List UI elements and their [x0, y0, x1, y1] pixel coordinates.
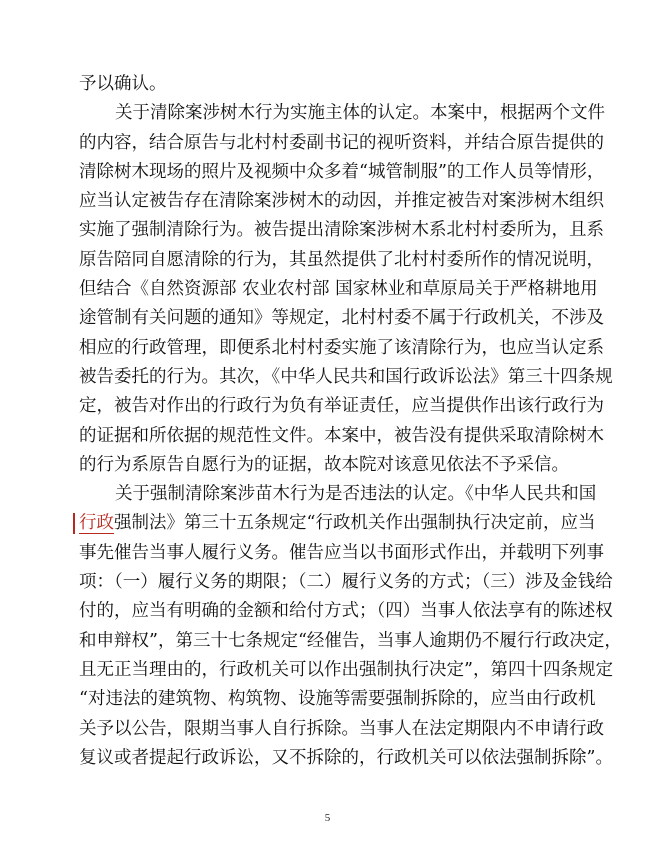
text-line: 且无正当理由的，行政机关可以作出强制执行决定”，第四十四条规定: [79, 659, 613, 680]
text-line: 清除树木现场的照片及视频中众多着“城管制服”的工作人员等情形，: [79, 161, 605, 182]
text-line: 事先催告当事人履行义务。催告应当以书面形式作出，并载明下列事: [79, 542, 604, 563]
text-line: 定，被告对作出的行政行为负有举证责任，应当提供作出该行政行为: [79, 396, 604, 417]
text-line: 途管制有关问题的通知》等规定，北村村委不属于行政机关，不涉及: [79, 308, 604, 329]
text-line: 关于清除案涉树木行为实施主体的认定。本案中，根据两个文件: [115, 103, 605, 124]
text-line-with-mark: [79, 509, 596, 538]
text-line: 项：（一）履行义务的期限；（二）履行义务的方式；（三）涉及金钱给: [79, 572, 613, 593]
text-line: 予以确认。: [79, 74, 167, 94]
text-line: 关于强制清除案涉苗木行为是否违法的认定。《中华人民共和国: [115, 484, 597, 505]
text-line: 关予以公告，限期当事人自行拆除。当事人在法定期限内不申请行政: [79, 718, 604, 739]
text-line: 的内容，结合原告与北村村委副书记的视听资料，并结合原告提供的: [79, 132, 604, 153]
body-text: [79, 70, 622, 773]
text-line: 付的，应当有明确的金额和给付方式；（四）当事人依法享有的陈述权: [79, 601, 613, 622]
text-line: 的行为系原告自愿行为的证据，故本院对该意见依法不予采信。: [79, 454, 569, 475]
text-line: 被告委托的行为。其次，《中华人民共和国行政诉讼法》第三十四条规: [79, 366, 613, 387]
text-line: 的证据和所依据的规范性文件。本案中，被告没有提供采取清除树木: [79, 425, 604, 446]
text-line: 和申辩权”，第三十七条规定“经催告，当事人逾期仍不履行行政决定，: [79, 630, 622, 651]
text-line: “对违法的建筑物、构筑物、设施等需要强制拆除的，应当由行政机: [79, 689, 596, 710]
text-line-rest: 强制法》第三十五条规定“行政机关作出强制执行决定前，应当: [114, 513, 596, 534]
text-line: 实施了强制清除行为。被告提出清除案涉树木系北村村委所为，且系: [79, 220, 604, 241]
text-line: 相应的行政管理，即便系北村村委实施了该清除行为，也应当认定系: [79, 337, 604, 358]
text-line: 原告陪同自愿清除的行为，其虽然提供了北村村委所作的情况说明，: [79, 249, 604, 270]
highlighted-word: 行政: [79, 513, 114, 534]
text-line: 复议或者提起行政诉讼，又不拆除的，行政机关可以依法强制拆除”。: [79, 747, 613, 768]
page-number: 5: [324, 812, 331, 824]
margin-mark: [73, 513, 75, 534]
text-line: 应当认定被告存在清除案涉树木的动因，并推定被告对案涉树木组织: [79, 191, 604, 212]
text-line: 但结合《自然资源部 农业农村部 国家林业和草原局关于严格耕地用: [79, 279, 598, 300]
